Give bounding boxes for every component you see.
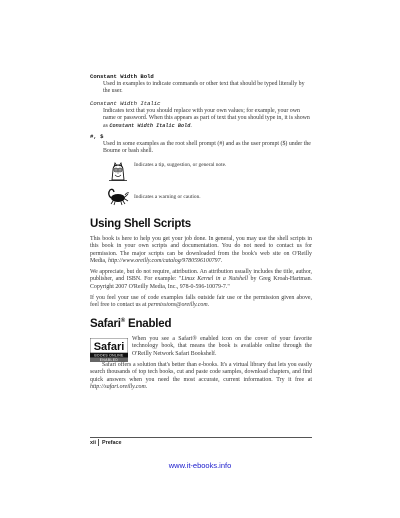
safari-link[interactable]: http://safari.oreilly.com — [90, 384, 146, 391]
convention-definition-prompt: Used in some examples as the root shell prompt (#) and as the user prompt ($) under the Bourne or bash shell. — [103, 141, 311, 155]
shell-scripts-paragraph-2: We appreciate, but do not require, attribution. An attribution usually includes the title, author, publisher, and ISBN. For example: "Linux Kernel in a Nutshell by Greg Kroah-Hartman. Copyright 2007 O'Reilly Media, Inc., 978-0-596-10079-7." — [90, 269, 312, 290]
safari-logo-line-1: BOOKS ONLINE — [94, 353, 124, 358]
safari-paragraph-1: When you see a Safari® enabled icon on the cover of your favorite technology book, that means the book is available online through the O'Reilly Network Safari Bookshelf. — [132, 336, 312, 357]
safari-logo-word: Safari — [93, 341, 125, 353]
footer-section-title: Preface — [102, 440, 122, 446]
book-title-italic: Linux Kernel in a Nutshell — [181, 276, 249, 283]
section-heading-shell-scripts: Using Shell Scripts — [90, 218, 192, 230]
footer-separator — [98, 439, 99, 446]
page-number: xii — [90, 440, 96, 446]
safari-logo-line-2: ENABLED — [99, 358, 119, 362]
convention-term-italic: Constant Width Italic — [90, 100, 161, 107]
inline-code: Constant Width Italic Bold — [109, 122, 191, 129]
owl-icon — [106, 160, 130, 182]
safari-paragraph-2: Safari offers a solution that's better than e-books. It's a virtual library that lets you easily search thousands of top tech books, cut and paste code samples, download chapters, and find quick answers when you need the most accurate, current information. Try it free at http://safari.oreilly.com. — [90, 362, 312, 391]
warning-note-text: Indicates a warning or caution. — [134, 194, 201, 200]
scorpion-icon — [106, 186, 130, 208]
convention-term-bold: Constant Width Bold — [90, 73, 154, 80]
watermark-url[interactable]: www.it-ebooks.info — [168, 461, 232, 470]
section-heading-safari: Safari® Enabled — [90, 318, 172, 330]
shell-scripts-paragraph-3: If you feel your use of code examples falls outside fair use or the permission given above, feel free to contact us at permissions@oreilly.com. — [90, 295, 312, 309]
convention-definition-italic: Indicates text that you should replace with your own values; for example, your own name or password. When this appears as part of text that you should type in, it is shown as Constant Width Italic Bold. — [103, 108, 310, 129]
permissions-email-link[interactable]: permissions@oreilly.com — [147, 302, 208, 309]
tip-note-text: Indicates a tip, suggestion, or general note. — [134, 162, 227, 168]
convention-term-prompt: #, $ — [90, 133, 104, 140]
convention-definition-bold: Used in examples to indicate commands or other text that should be typed literally by the user. — [103, 81, 305, 95]
footer-rule — [90, 437, 312, 438]
catalog-link[interactable]: http://www.oreilly.com/catalog/9780596100797 — [108, 258, 221, 265]
safari-enabled-logo — [90, 338, 128, 362]
shell-scripts-paragraph-1: This book is here to help you get your job done. In general, you may use the shell scripts in this book in your own scripts and documentation. You do not need to contact us for permission. The major scripts can be downloaded from the book's web site on O'Reilly Media, http://www.oreilly.com/catalog/9780596100797. — [90, 236, 312, 265]
